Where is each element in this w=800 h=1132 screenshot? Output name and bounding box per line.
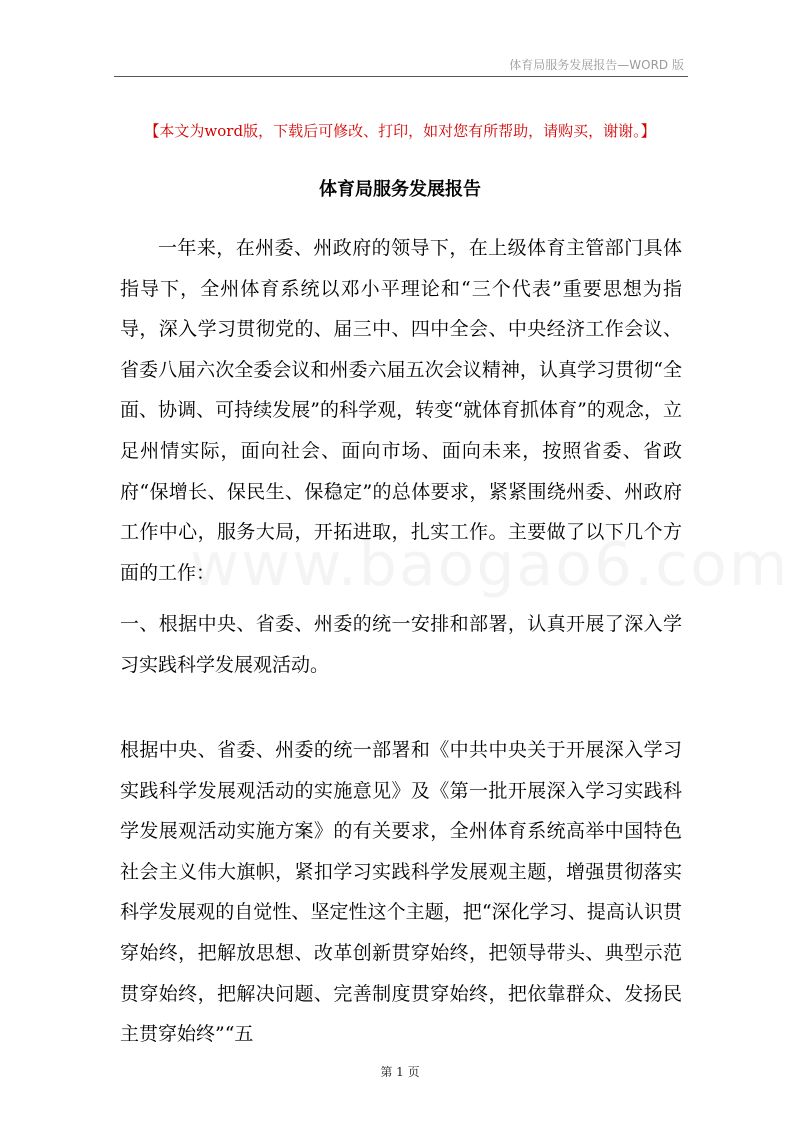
purchase-notice: 【本文为word版，下载后可修改、打印，如对您有所帮助，请购买，谢谢。】: [144, 122, 656, 140]
paragraph-intro: 一年来，在州委、州政府的领导下，在上级体育主管部门具体指导下，全州体育系统以邓小平理论和“三个代表”重要思想为指导，深入学习贯彻党的、届三中、四中全会、中央经济工作会议、省委八届六次全委会议和州委六届五次会议精神，认真学习贯彻“全面、协调、可持续发展”的科学观，转变“就体育抓体育”的观念，立足州情实际，面向社会、面向市场、面向未来，按照省委、省政府“保增长、保民生、保稳定”的总体要求，紧紧围绕州委、州政府工作中心，服务大局，开拓进取，扎实工作。主要做了以下几个方面的工作：: [120, 237, 682, 584]
section-heading-1: 一、根据中央、省委、州委的统一安排和部署，认真开展了深入学习实践科学发展观活动。: [120, 613, 682, 676]
header-rule: [114, 76, 688, 77]
running-header: 体育局服务发展报告—WORD 版: [509, 58, 684, 72]
document-title: 体育局服务发展报告: [319, 179, 481, 200]
paragraph-section-1-body: 根据中央、省委、州委的统一部署和《中共中央关于开展深入学习实践科学发展观活动的实施意见》及《第一批开展深入学习实践科学发展观活动实施方案》的有关要求，全州体育系统高举中国特色社会主义伟大旗帜，紧扣学习实践科学发展观主题，增强贯彻落实科学发展观的自觉性、坚定性这个主题，把“深化学习、提高认识贯穿始终，把解放思想、改革创新贯穿始终，把领导带头、典型示范贯穿始终，把解决问题、完善制度贯穿始终，把依靠群众、发扬民主贯穿始终”“五: [120, 739, 682, 1046]
page-number: 第 1 页: [380, 1065, 420, 1079]
